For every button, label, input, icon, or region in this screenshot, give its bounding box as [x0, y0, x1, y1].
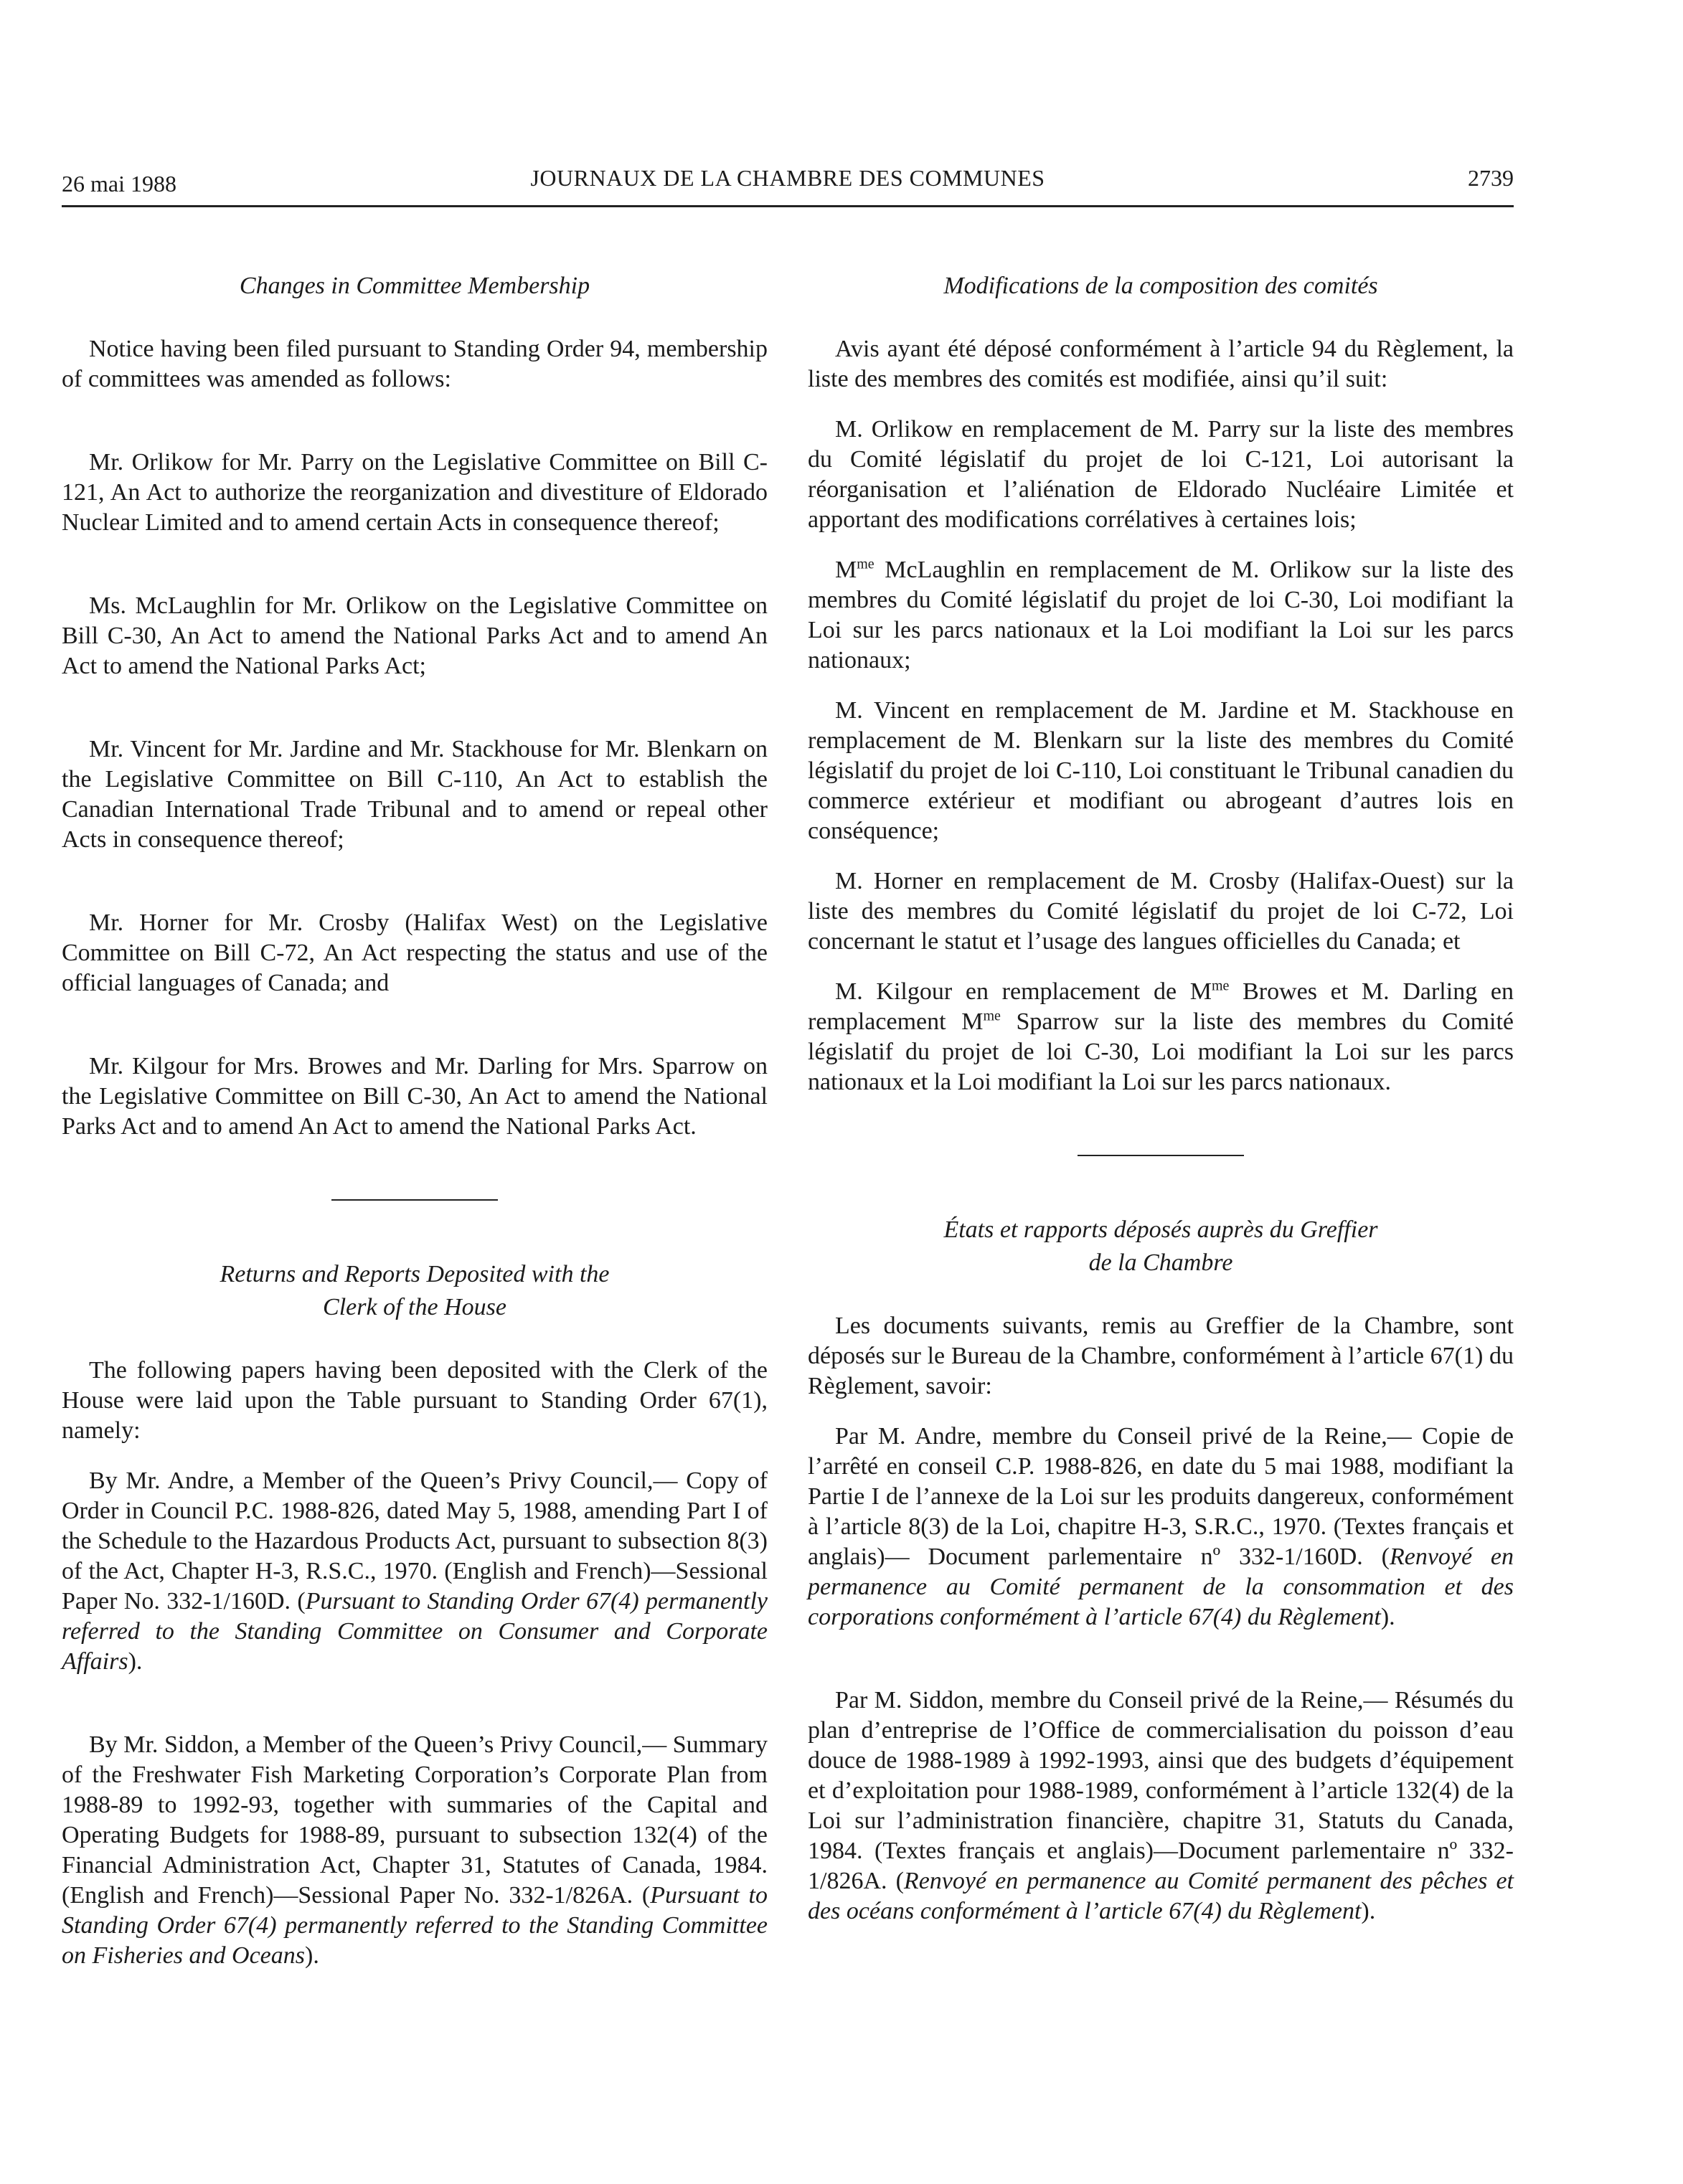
membership-change-item: M. Vincent en remplacement de M. Jardine et M. Stackhouse en remplacement de M. Blenkarn sur la liste des membres du Comité législatif du projet de loi C-110, Loi constituant le Tribunal canadien du commerce extérieur et modifiant ou abrogeant d’autres lois en conséquence; [808, 697, 1514, 844]
header-title: JOURNAUX DE LA CHAMBRE DES COMMUNES [530, 165, 1045, 191]
deposited-paper-item [62, 1730, 768, 1971]
french-column [808, 270, 1514, 1947]
superscript: me [983, 1008, 1001, 1024]
membership-change-item: M. Horner en remplacement de M. Crosby (Halifax-Ouest) sur la liste des membres du Comité législatif du projet de loi C-72, Loi concernant le statut et l’usage des langues officielles du Canada; et [808, 868, 1514, 955]
item-text: M. Kilgour en remplacement de M [835, 978, 1212, 1005]
membership-change-item: Ms. McLaughlin for Mr. Orlikow on the Legislative Committee on Bill C-30, An Act to amend the National Parks Act and to amend An Act to amend the National Parks Act; [62, 592, 768, 679]
referral-note: Renvoyé en permanence au Comité permanent des pêches et des océans conformément à l’article 67(4) du Règlement [808, 1868, 1514, 1924]
item-text: Browes et M. Darling en remplacement M [808, 978, 1514, 1035]
membership-change-item [808, 555, 1514, 676]
referral-note: Pursuant to Standing Order 67(4) permanently referred to the Standing Committee on Consumer and Corporate Affairs [62, 1588, 768, 1675]
section-title-line: de la Chambre [1088, 1249, 1233, 1276]
intro-paragraph: The following papers having been deposited with the Clerk of the House were laid upon the Table pursuant to Standing Order 67(1), namely: [62, 1357, 768, 1444]
membership-change-item: Mr. Horner for Mr. Crosby (Halifax West) on the Legislative Committee on Bill C-72, An Act respecting the status and use of the official languages of Canada; and [62, 909, 768, 996]
deposited-paper-item [808, 1686, 1514, 1927]
paper-end: ). [1361, 1898, 1376, 1924]
referral-note: Pursuant to Standing Order 67(4) permanently referred to the Standing Committee on Fisheries and Oceans [62, 1882, 768, 1969]
paper-end: ). [128, 1648, 143, 1675]
paper-text: Par M. Siddon, membre du Conseil privé de la Reine,— Résumés du plan d’entreprise de l’Office de commercialisation du poisson d’eau douce de 1988-1989 à 1992-1993, ainsi que des budgets d’équipement et d’exploitation pour 1988-1989, conformément à l’article 132(4) de la Loi sur l’administration financière, chapitre 31, Statuts du Canada, 1984. (Textes français et anglais)—Document parlementaire nº 332-1/826A. ( [808, 1687, 1514, 1894]
section-divider [331, 1199, 498, 1201]
paper-text: By Mr. Andre, a Member of the Queen’s Privy Council,— Copy of Order in Council P.C. 1988-826, dated May 5, 1988, amending Part I of the Schedule to the Hazardous Products Act, pursuant to subsection 8(3) of the Act, Chapter H-3, R.S.C., 1970. (English and French)—Sessional Paper No. 332-1/160D. ( [62, 1467, 768, 1615]
superscript: me [857, 556, 874, 572]
header-date: 26 mai 1988 [62, 171, 176, 197]
intro-paragraph: Notice having been filed pursuant to Standing Order 94, membership of committees was amended as follows: [62, 336, 768, 392]
paper-end: ). [305, 1942, 319, 1969]
membership-change-item: M. Orlikow en remplacement de M. Parry sur la liste des membres du Comité législatif du projet de loi C-121, Loi autorisant la réorganisation et l’aliénation de Eldorado Nucléaire Limitée et apportant des modifications corrélatives à certaines lois; [808, 416, 1514, 533]
section-title-line: Returns and Reports Deposited with the [220, 1261, 610, 1287]
intro-paragraph: Les documents suivants, remis au Greffier de la Chambre, sont déposés sur le Bureau de la Chambre, conformément à l’article 67(1) du Règlement, savoir: [808, 1313, 1514, 1399]
membership-change-item [808, 977, 1514, 1097]
section-title-returns-reports [62, 1258, 768, 1324]
deposited-paper-item [62, 1466, 768, 1677]
membership-change-item: Mr. Vincent for Mr. Jardine and Mr. Stackhouse for Mr. Blenkarn on the Legislative Committee on Bill C-110, An Act to establish the Canadian International Trade Tribunal and to amend or repeal other Acts in consequence thereof; [62, 736, 768, 853]
journal-page [62, 162, 1514, 1969]
paper-end: ). [1380, 1604, 1395, 1630]
page-number: 2739 [1468, 165, 1514, 191]
item-text: Sparrow sur la liste des membres du Comité législatif du projet de loi C-30, Loi modifiant la Loi sur les parcs nationaux et la Loi modifiant la Loi sur les parcs nationaux. [808, 1008, 1514, 1095]
item-text: McLaughlin en remplacement de M. Orlikow sur la liste des membres du Comité législatif du projet de loi C-30, Loi modifiant la Loi sur les parcs nationaux et la Loi modifiant la Loi sur les parcs nationaux; [808, 557, 1514, 673]
membership-change-item: Mr. Kilgour for Mrs. Browes and Mr. Darling for Mrs. Sparrow on the Legislative Committee on Bill C-30, An Act to amend the National Parks Act and to amend An Act to amend the National Parks Act. [62, 1053, 768, 1140]
referral-note: Renvoyé en permanence au Comité permanent de la consommation et des corporations conformément à l’article 67(4) du Règlement [808, 1544, 1514, 1630]
intro-paragraph: Avis ayant été déposé conformément à l’article 94 du Règlement, la liste des membres des comités est modifiée, ainsi qu’il suit: [808, 336, 1514, 392]
paper-text: By Mr. Siddon, a Member of the Queen’s Privy Council,— Summary of the Freshwater Fish Marketing Corporation’s Corporate Plan from 1988-89 to 1992-93, together with summaries of the Capital and Operating Budgets for 1988-89, pursuant to subsection 132(4) of the Financial Administration Act, Chapter 31, Statutes of Canada, 1984. (English and French)—Sessional Paper No. 332-1/826A. ( [62, 1731, 768, 1909]
section-title-committee-membership: Changes in Committee Membership [239, 273, 590, 299]
english-column [62, 270, 768, 1991]
section-title-etats-rapports [808, 1214, 1514, 1280]
page-header [62, 162, 1514, 207]
section-title-composition-comites: Modifications de la composition des comités [943, 273, 1378, 299]
deposited-paper-item [808, 1422, 1514, 1632]
section-title-line: Clerk of the House [323, 1294, 506, 1320]
item-text: M [835, 557, 857, 583]
membership-change-item: Mr. Orlikow for Mr. Parry on the Legislative Committee on Bill C-121, An Act to authorize the reorganization and divestiture of Eldorado Nuclear Limited and to amend certain Acts in consequence thereof; [62, 449, 768, 536]
section-title-line: États et rapports déposés auprès du Greffier [943, 1216, 1378, 1243]
paper-text: Par M. Andre, membre du Conseil privé de la Reine,— Copie de l’arrêté en conseil C.P. 1988-826, en date du 5 mai 1988, modifiant la Partie I de l’annexe de la Loi sur les produits dangereux, conformément à l’article 8(3) de la Loi, chapitre H-3, S.R.C., 1970. (Textes français et anglais)— Document parlementaire nº 332-1/160D. ( [808, 1423, 1514, 1570]
superscript: me [1211, 978, 1230, 994]
section-divider [1078, 1155, 1244, 1156]
